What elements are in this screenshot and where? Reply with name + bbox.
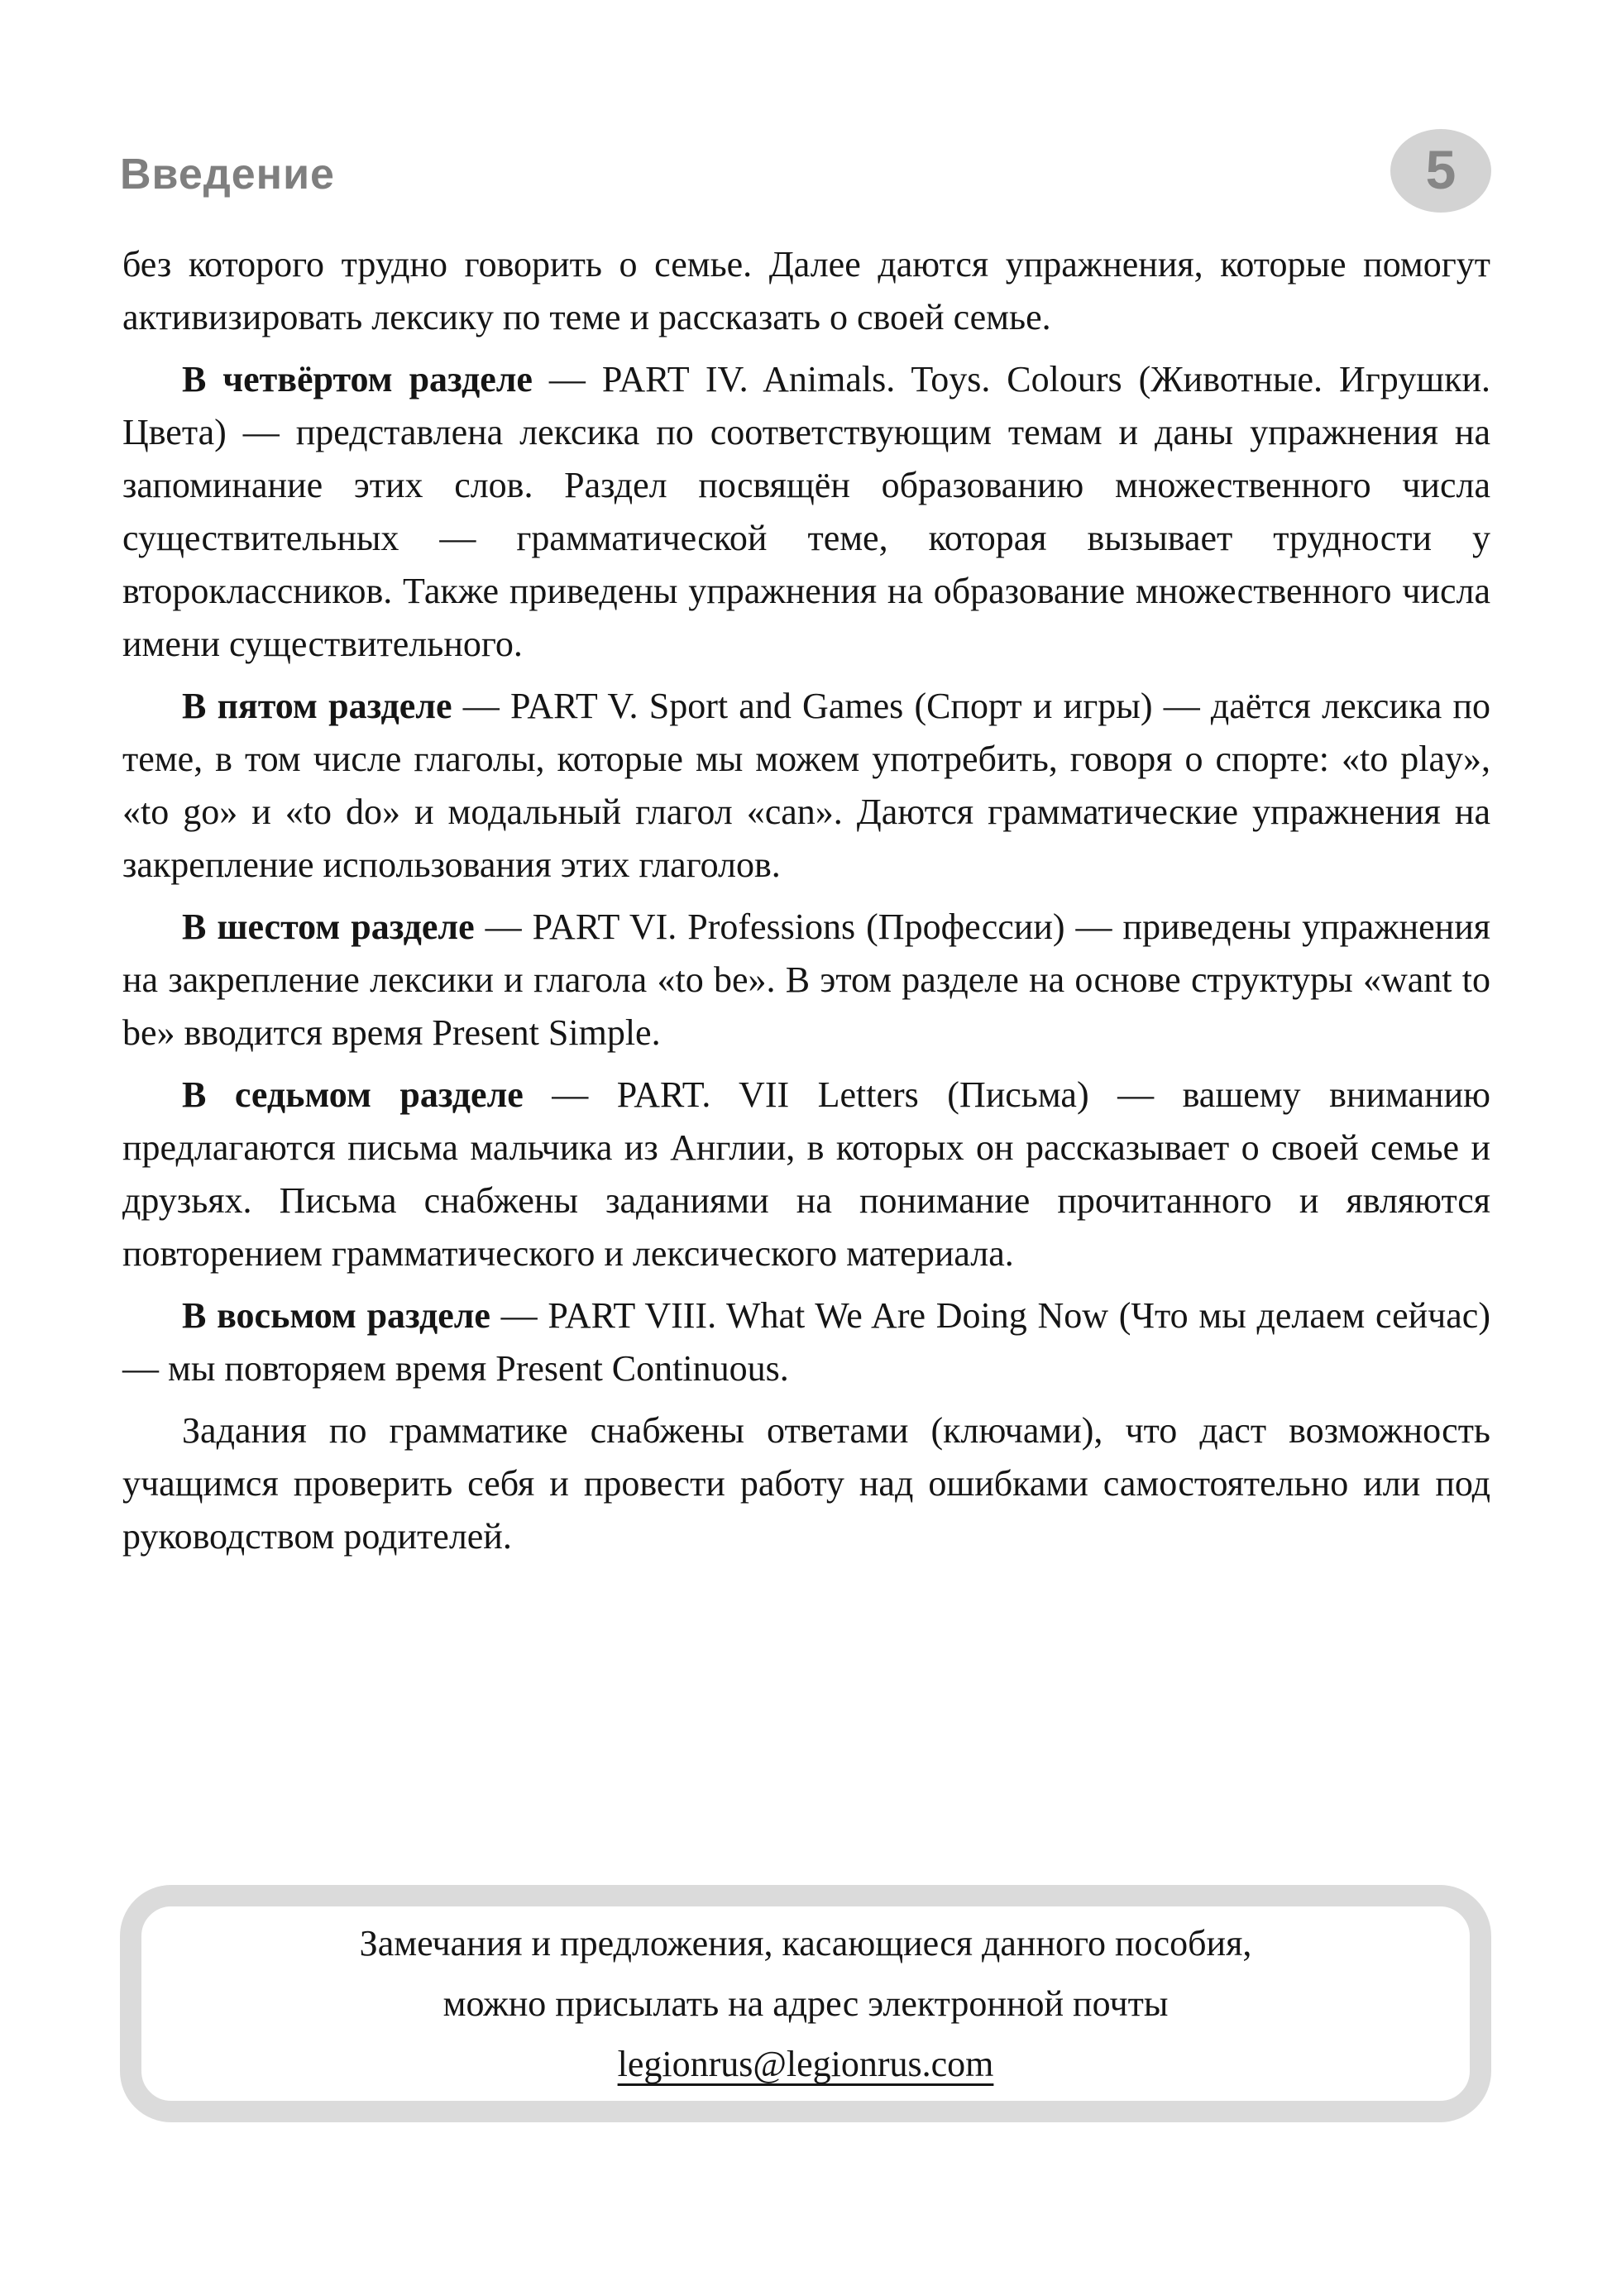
paragraph-lead: В седьмом разделе [182,1074,524,1115]
email-link[interactable]: legionrus@legionrus.com [617,2044,994,2084]
paragraph [122,1069,1490,1280]
paragraph-lead: В четвёртом разделе [182,359,533,399]
paragraph-lead: В шестом разделе [182,906,475,947]
paragraph-text: — PART VIII. What We Are Doing Now (Что мы делаем сейчас) — мы повторяем время Present Continuous. [122,1295,1490,1389]
notice-box [120,1885,1491,2122]
paragraph [122,353,1490,671]
notice-line: можно присылать на адрес электронной почты [442,1983,1169,2024]
paragraph [122,1404,1490,1563]
paragraph-text: — PART V. Sport and Games (Спорт и игры) — даётся лексика по теме, в том числе глаголы, которые мы можем употребить, говоря о спорте: «to play», «to go» и «to do» и модальный глагол «can». Даются грамматические упражнения на закрепление использования этих глаголов. [122,686,1491,885]
paragraph-text: Задания по грамматике снабжены ответами (ключами), что даст возможность учащимся проверить себя и провести работу над ошибками самостоятельно или под руководством родителей. [122,1410,1490,1557]
paragraph-lead: В пятом разделе [182,686,452,726]
page-number: 5 [1425,138,1457,200]
notice-line: Замечания и предложения, касающиеся данного пособия, [359,1923,1252,1964]
paragraph [122,680,1490,892]
paragraph [122,238,1490,344]
paragraph-text: — PART IV. Animals. Toys. Colours (Животные. Игрушки. Цвета) — представлена лексика по соответствующим темам и даны упражнения на запоминание этих слов. Раздел посвящён образованию множественного числа существительных — грамматической теме, которая вызывает трудности у второклассников. Также приведены упражнения на образование множественного числа имени существительного. [122,359,1491,664]
paragraph-lead: В восьмом разделе [182,1295,490,1336]
paragraph [122,1289,1490,1395]
page-title: Введение [120,151,335,199]
paragraph-text: — PART VI. Professions (Профессии) — приведены упражнения на закрепление лексики и глагола «to be». В этом разделе на основе структуры «want to be» вводится время Present Simple. [122,906,1490,1053]
body-text [122,238,1490,1572]
paragraph-text: — PART. VII Letters (Письма) — вашему вниманию предлагаются письма мальчика из Англии, в которых он рассказывает о своей семье и друзьях. Письма снабжены заданиями на понимание прочитанного и являются повторением грамматического и лексического материала. [122,1074,1490,1274]
paragraph [122,901,1490,1060]
page-number-badge [1390,129,1491,213]
paragraph-text: без которого трудно говорить о семье. Далее даются упражнения, которые помогут активизировать лексику по теме и рассказать о своей семье. [122,244,1490,337]
